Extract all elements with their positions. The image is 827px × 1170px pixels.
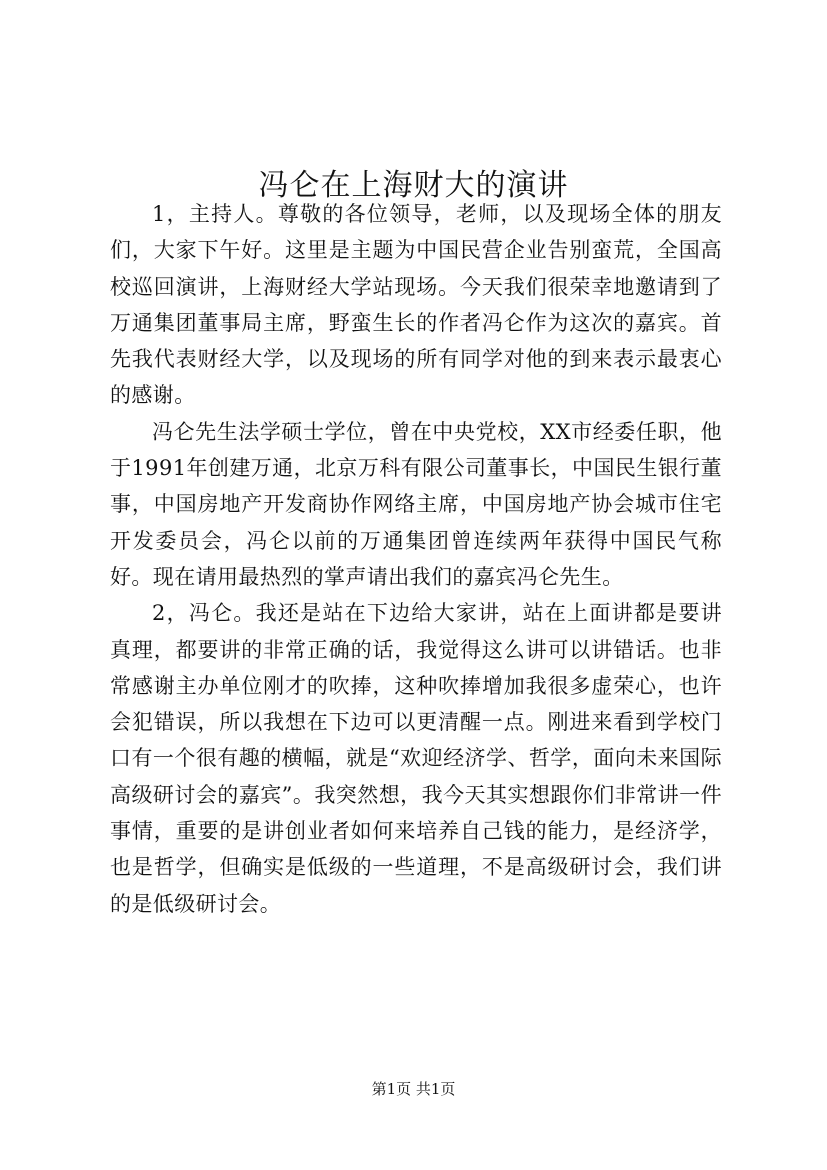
paragraph-host-intro: 1，主持人。尊敬的各位领导，老师，以及现场全体的朋友们，大家下午好。这里是主题为中国民营企业告别蛮荒，全国高校巡回演讲，上海财经大学站现场。今天我们很荣幸地邀请到了万通集团董事局主席，野蛮生长的作者冯仑作为这次的嘉宾。首先我代表财经大学，以及现场的所有同学对他的到来表示最衷心的感谢。	[110, 202, 722, 408]
paragraph-speech-start: 2，冯仑。我还是站在下边给大家讲，站在上面讲都是要讲真理，都要讲的非常正确的话，我觉得这么讲可以讲错话。也非常感谢主办单位刚才的吹捧，这种吹捧增加我很多虚荣心，也许会犯错误，所以我想在下边可以更清醒一点。刚进来看到学校门口有一个很有趣的横幅，就是“欢迎经济学、哲学，面向未来国际高级研讨会的嘉宾”。我突然想，我今天其实想跟你们非常讲一件事情，重要的是讲创业者如何来培养自己钱的能力，是经济学，也是哲学，但确实是低级的一些道理，不是高级研讨会，我们讲的是低级研讨会。	[110, 601, 722, 916]
document-title: 冯仑在上海财大的演讲	[258, 168, 569, 204]
document-body	[110, 196, 722, 922]
paragraph-speaker-bio: 冯仑先生法学硕士学位，曾在中央党校，XX市经委任职，他于1991年创建万通，北京万科有限公司董事长，中国民生银行董事，中国房地产开发商协作网络主席，中国房地产协会城市住宅开发委员会，冯仑以前的万通集团曾连续两年获得中国民气称好。现在请用最热烈的掌声请出我们的嘉宾冯仑先生。	[110, 419, 722, 589]
page-number-label: 第1页 共1页	[371, 1080, 456, 1098]
page-footer	[0, 1079, 827, 1099]
